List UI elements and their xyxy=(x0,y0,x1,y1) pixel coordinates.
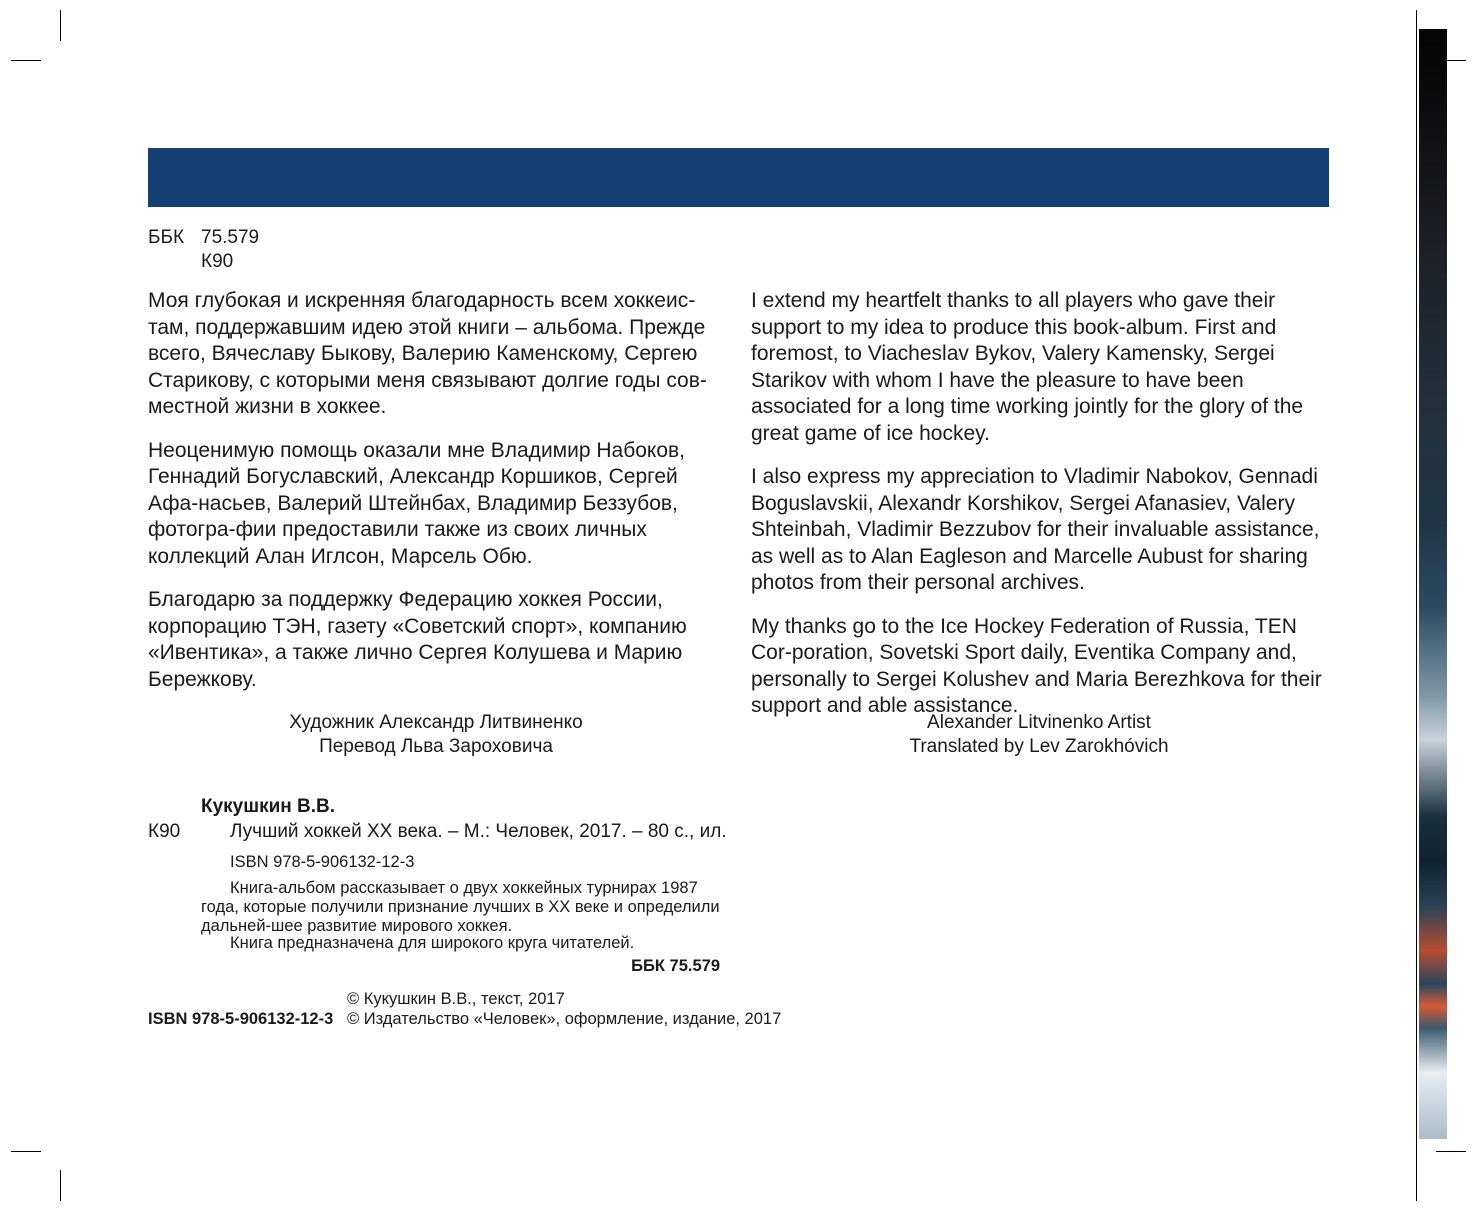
crop-mark-bottom-left-h xyxy=(11,1151,41,1152)
bbk-code: 75.579 xyxy=(201,227,260,248)
en-paragraph-3: My thanks go to the Ice Hockey Federation of Russia, TEN Cor-poration, Sovetski Sport daily, Eventika Company and, personally to Sergei Kolushev and Maria Berezhkova for their support and able assistance. xyxy=(751,614,1322,717)
catalog-bbk-code: ББК 75.579 xyxy=(631,957,720,975)
credits-en xyxy=(751,711,1327,758)
ru-paragraph-1: Моя глубокая и искренняя благодарность всем хоккеис-там, поддержавшим идею этой книги – альбома. Прежде всего, Вячеславу Быкову, Валерию Каменскому, Сергею Старикову, с которыми меня связывают долгие годы сов-местной жизни в хоккее. xyxy=(148,289,707,418)
credits-ru xyxy=(148,711,724,758)
catalog-annotation-1: Книга-альбом рассказывает о двух хоккейных турнирах 1987 года, которые получили признание лучших в XX веке и определили дальней-шее развитие мирового хоккея. xyxy=(201,879,720,935)
bleed-photo-strip xyxy=(1419,29,1447,1139)
copyright-isbn: ISBN 978-5-906132-12-3 xyxy=(148,1010,334,1028)
ru-paragraph-3: Благодарю за поддержку Федерацию хоккея России, корпорацию ТЭН, газету «Советский спорт», компанию «Ивентика», а также лично Сергея Колушева и Марию Бережкову. xyxy=(148,588,687,691)
catalog-isbn-line: ISBN 978-5-906132-12-3 xyxy=(230,853,415,871)
credit-translator-en: Translated by Lev Zarokhóvich xyxy=(909,735,1169,757)
copyright-line-1: © Кукушкин В.В., текст, 2017 xyxy=(347,990,565,1008)
crop-mark-top-left-v xyxy=(60,10,61,41)
catalog-annotation-2: Книга предназначена для широкого круга читателей. xyxy=(230,934,635,952)
catalog-author: Кукушкин В.В. xyxy=(201,796,336,817)
bbk-author-mark: К90 xyxy=(201,251,234,272)
ru-paragraph-2: Неоценимую помощь оказали мне Владимир Набоков, Геннадий Богуславский, Александр Коршиков, Сергей Афа-насьев, Валерий Штейнбах, Владимир Беззубов, фотогра-фии предоставили также из своих личных коллекций Алан Иглсон, Марсель Обю. xyxy=(148,438,685,568)
credit-artist-en: Alexander Litvinenko Artist xyxy=(927,712,1151,733)
en-paragraph-1: I extend my heartfelt thanks to all players who gave their support to my idea to produce this book-album. First and foremost, to Viacheslav Bykov, Valery Kamensky, Sergei Starikov with whom I have the pleasure to have been associated for a long time working jointly for the glory of the great game of ice hockey. xyxy=(751,289,1304,445)
header-color-bar xyxy=(148,148,1329,207)
russian-text-column xyxy=(148,288,716,710)
crop-mark-top-left-h xyxy=(11,60,41,61)
english-text-column xyxy=(751,288,1335,737)
copyright-line-2: © Издательство «Человек», оформление, издание, 2017 xyxy=(347,1010,782,1028)
crop-mark-bottom-right-h xyxy=(1436,1151,1466,1152)
bbk-label: ББК xyxy=(148,227,185,248)
crop-mark-top-right-v xyxy=(1416,10,1417,1201)
en-paragraph-2: I also express my appreciation to Vladimir Nabokov, Gennadi Boguslavskii, Alexandr Korshikov, Sergei Afanasiev, Valery Shteinbah, Vladimir Bezzubov for their invaluable assistance, as well as to Alan Eagleson and Marcelle Aubust for sharing photos from their personal archives. xyxy=(751,465,1320,594)
credit-artist-ru: Художник Александр Литвиненко xyxy=(289,712,583,733)
catalog-title-line: Лучший хоккей XX века. – М.: Человек, 2017. – 80 с., ил. xyxy=(230,821,727,842)
credit-translator-ru: Перевод Льва Зароховича xyxy=(319,735,553,757)
catalog-mark: К90 xyxy=(148,821,181,842)
crop-mark-bottom-left-v xyxy=(60,1170,61,1201)
